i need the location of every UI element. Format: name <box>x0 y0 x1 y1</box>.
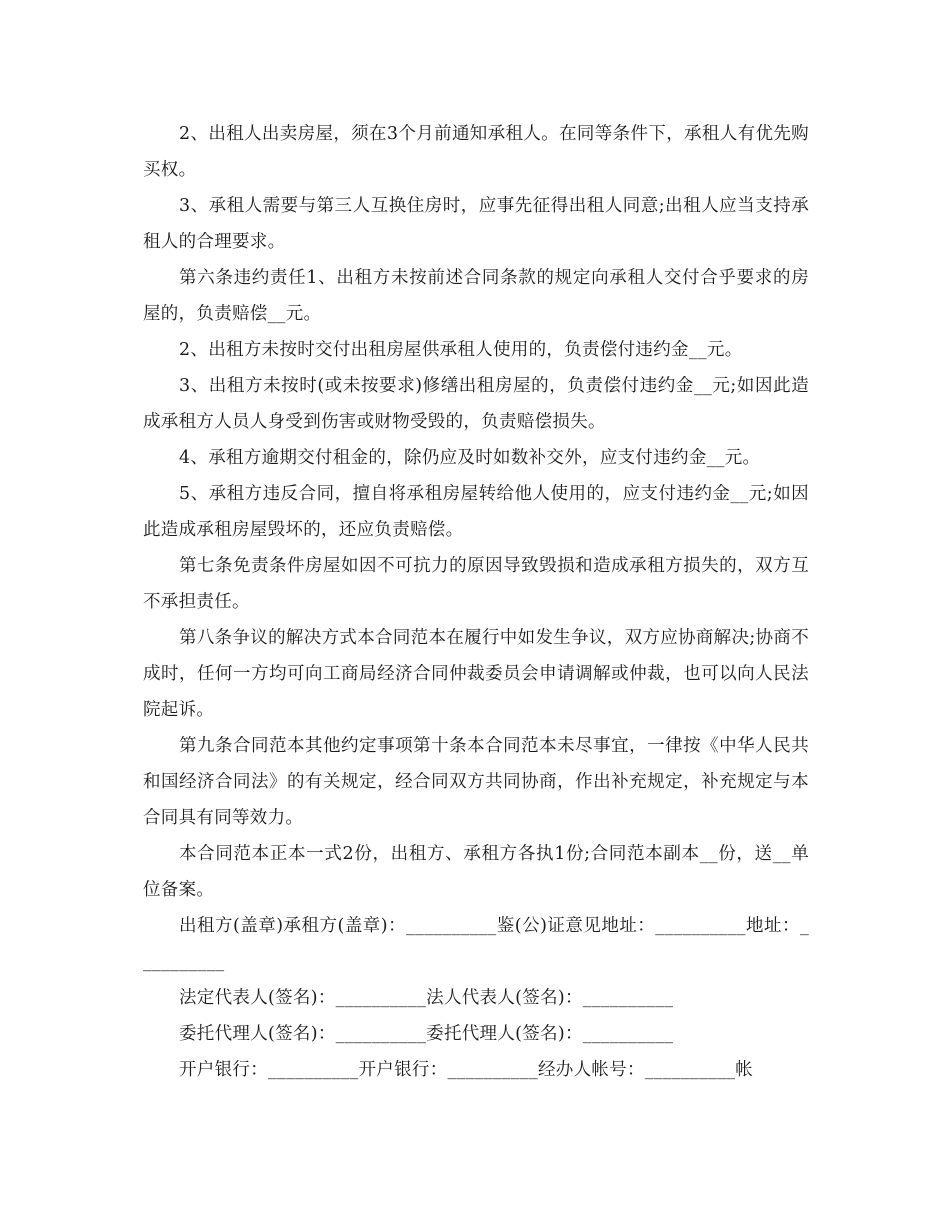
article-6-breach-liability: 第六条违约责任1、出租方未按前述合同条款的规定向承租人交付合乎要求的房屋的，负责赔偿__元。 <box>143 268 809 324</box>
signature-seal-line: 出租方(盖章)承租方(盖章)：__________鉴(公)证意见地址：__________地址：__________ <box>143 916 809 972</box>
clause-4-late-rent: 4、承租方逾期交付租金的，除仍应及时如数补交外，应支付违约金__元。 <box>179 448 761 468</box>
copies-statement: 本合同范本正本一式2份，出租方、承租方各执1份;合同范本副本__份，送__单位备案。 <box>143 844 809 900</box>
clause-5-unauthorized-sublet: 5、承租方违反合同，擅自将承租房屋转给他人使用的，应支付违约金__元;如因此造成承租房屋毁坏的，还应负责赔偿。 <box>143 484 809 540</box>
clause-3-repair-failure: 3、出租方未按时(或未按要求)修缮出租房屋的，负责偿付违约金__元;如因此造成承租方人员人身受到伤害或财物受毁的，负责赔偿损失。 <box>143 376 809 432</box>
clause-3-housing-exchange: 3、承租人需要与第三人互换住房时，应事先征得出租人同意;出租人应当支持承租人的合理要求。 <box>143 196 809 252</box>
article-7-exemption: 第七条免责条件房屋如因不可抗力的原因导致毁损和造成承租方损失的，双方互不承担责任。 <box>143 556 809 612</box>
article-8-dispute-resolution: 第八条争议的解决方式本合同范本在履行中如发生争议，双方应协商解决;协商不成时，任何一方均可向工商局经济合同仲裁委员会申请调解或仲裁，也可以向人民法院起诉。 <box>143 628 809 720</box>
signature-legal-representative-line: 法定代表人(签名)：__________法人代表人(签名)：__________ <box>179 988 674 1008</box>
document-body <box>143 116 809 1088</box>
clause-2-late-delivery: 2、出租方未按时交付出租房屋供承租人使用的，负责偿付违约金__元。 <box>179 340 743 360</box>
bank-account-line: 开户银行：__________开户银行：__________经办人帐号：__________帐 <box>179 1060 754 1080</box>
clause-2-sale-notice: 2、出租人出卖房屋，须在3个月前通知承租人。在同等条件下，承租人有优先购买权。 <box>143 124 809 180</box>
signature-agent-line: 委托代理人(签名)：__________委托代理人(签名)：__________ <box>179 1024 674 1044</box>
article-9-10-other-matters: 第九条合同范本其他约定事项第十条本合同范本未尽事宜，一律按《中华人民共和国经济合同法》的有关规定，经合同双方共同协商，作出补充规定，补充规定与本合同具有同等效力。 <box>143 736 809 828</box>
